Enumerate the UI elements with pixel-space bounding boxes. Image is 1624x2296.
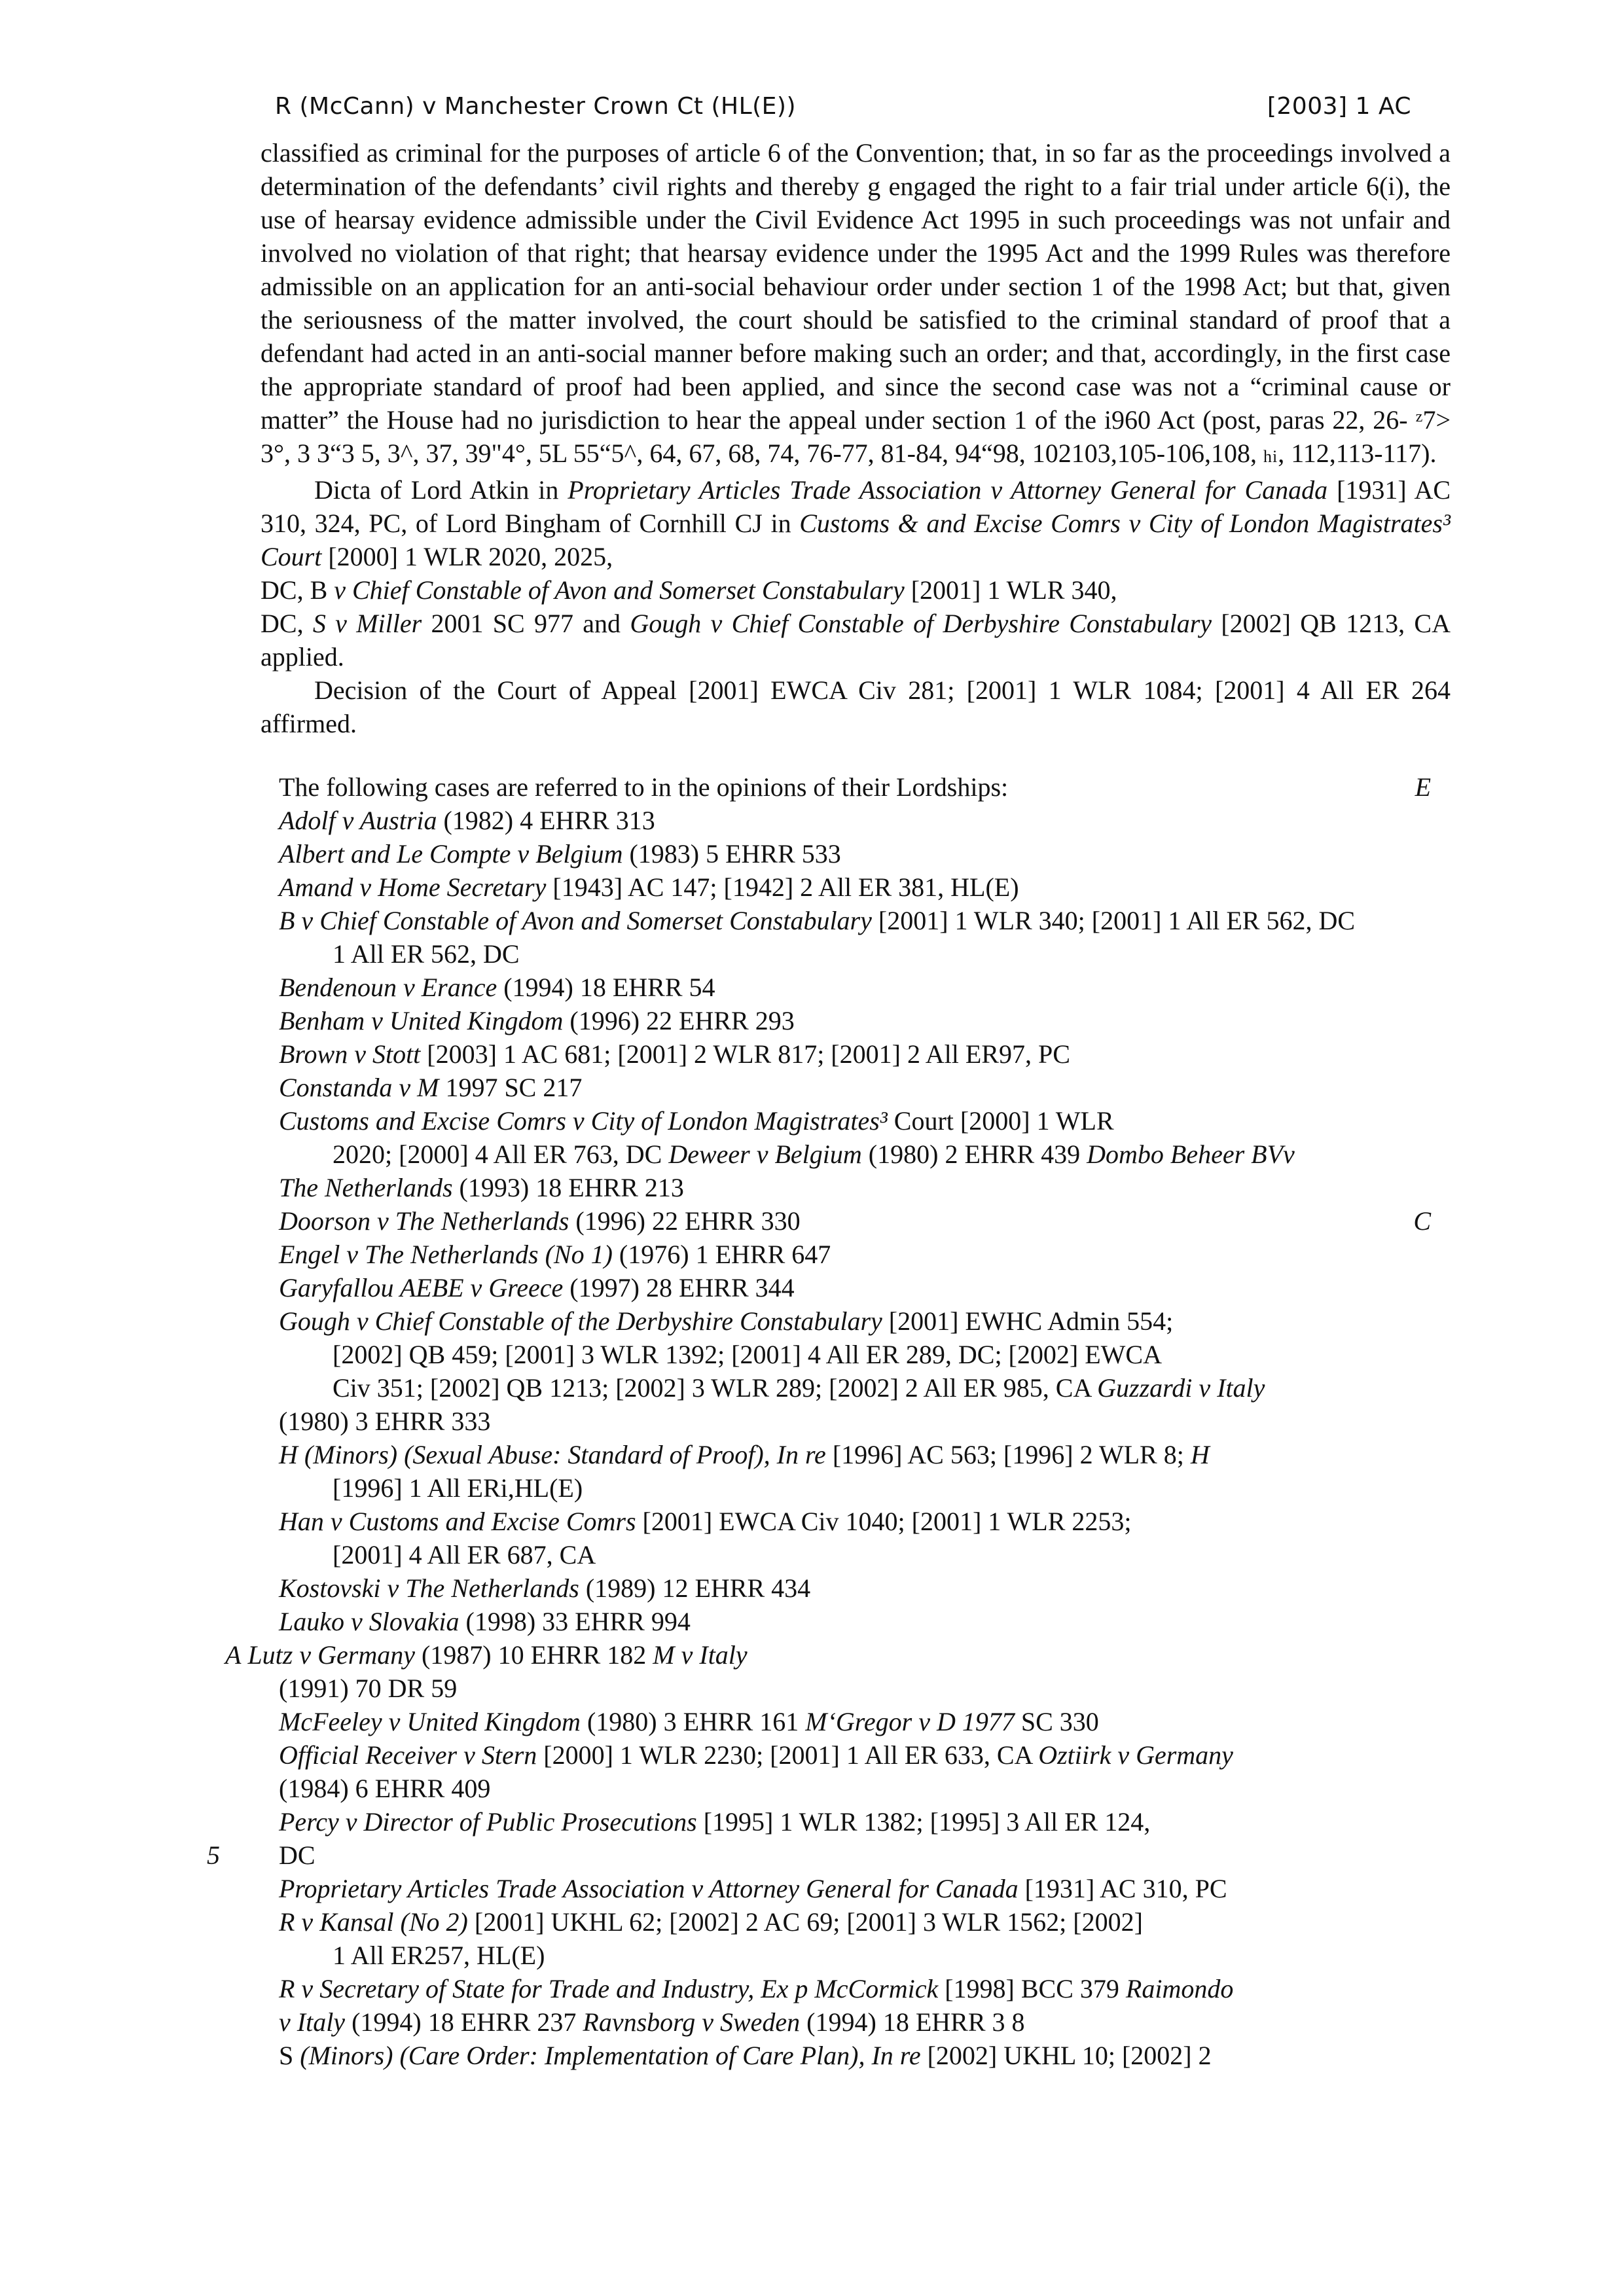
list-item-continuation: [2001] 4 All ER 687, CA — [333, 1540, 596, 1570]
margin-letter-a: A — [225, 1640, 242, 1670]
list-item-continuation: [1996] 1 All ERi,HL(E) — [333, 1473, 583, 1503]
header-case-title: R (McCann) v Manchester Crown Ct (HL(E)) — [275, 93, 797, 120]
cases-list — [207, 804, 1451, 2072]
list-item-continuation: Civ 351; [2002] QB 1213; [2002] 3 WLR 289; [2002] 2 All ER 985, CA Guzzardi v Italy — [333, 1373, 1265, 1403]
list-item: Customs and Excise Comrs v City of London Magistrates³ Court [2000] 1 WLR — [279, 1106, 1114, 1136]
list-item: Percy v Director of Public Prosecutions [1995] 1 WLR 1382; [1995] 3 All ER 124, — [279, 1807, 1151, 1837]
list-item-continuation: (1984) 6 EHRR 409 — [279, 1774, 491, 1803]
list-item: Brown v Stott [2003] 1 AC 681; [2001] 2 WLR 817; [2001] 2 All ER97, PC — [279, 1039, 1070, 1069]
list-item: Doorson v The Netherlands (1996) 22 EHRR 330 C — [279, 1204, 1451, 1238]
decision-paragraph: Decision of the Court of Appeal [2001] EWCA Civ 281; [2001] 1 WLR 1084; [2001] 4 All ER 264 affirmed. — [261, 675, 1451, 738]
list-item-continuation: [2002] QB 459; [2001] 3 WLR 1392; [2001] 4 All ER 289, DC; [2002] EWCA — [333, 1340, 1162, 1369]
list-item: R v Secretary of State for Trade and Industry, Ex p McCormick [1998] BCC 379 Raimondo — [279, 1974, 1234, 2003]
list-item: S (Minors) (Care Order: Implementation of Care Plan), In re [2002] UKHL 10; [2002] 2 — [279, 2041, 1212, 2070]
list-item: B v Chief Constable of Avon and Somerset Constabulary [2001] 1 WLR 340; [2001] 1 All ER 562, DC — [279, 906, 1356, 935]
list-item: H (Minors) (Sexual Abuse: Standard of Proof), In re [1996] AC 563; [1996] 2 WLR 8; H — [279, 1440, 1210, 1469]
list-item: Gough v Chief Constable of the Derbyshire Constabulary [2001] EWHC Admin 554; — [279, 1306, 1174, 1336]
cases-intro: The following cases are referred to in the opinions of their Lordships: E — [261, 770, 1451, 804]
list-item: Kostovski v The Netherlands (1989) 12 EHRR 434 — [279, 1573, 811, 1603]
list-item: Han v Customs and Excise Comrs [2001] EWCA Civ 1040; [2001] 1 WLR 2253; — [279, 1507, 1132, 1536]
list-item: McFeeley v United Kingdom (1980) 3 EHRR 161 M‘Gregor v D 1977 SC 330 — [279, 1707, 1099, 1736]
margin-letter-c: C — [1413, 1206, 1431, 1236]
list-item: Bendenoun v Erance (1994) 18 EHRR 54 — [279, 973, 715, 1002]
list-item: Proprietary Articles Trade Association v Attorney General for Canada [1931] AC 310, PC — [279, 1874, 1227, 1903]
list-item-continuation: 5 DC — [279, 1839, 1451, 1872]
list-item: Adolf v Austria (1982) 4 EHRR 313 — [279, 806, 655, 835]
list-item-continuation: 1 All ER257, HL(E) — [333, 1941, 545, 1970]
list-item: The Netherlands (1993) 18 EHRR 213 — [279, 1173, 684, 1202]
margin-letter-e: E — [1415, 772, 1431, 802]
margin-number-5: 5 — [207, 1840, 220, 1870]
list-item: R v Kansal (No 2) [2001] UKHL 62; [2002] 2 AC 69; [2001] 3 WLR 1562; [2002] — [279, 1907, 1143, 1937]
list-item-continuation: 1 All ER 562, DC — [333, 939, 520, 969]
header-citation: [2003] 1 AC — [1267, 93, 1411, 120]
list-item: Official Receiver v Stern [2000] 1 WLR 2230; [2001] 1 All ER 633, CA Oztiirk v Germany — [279, 1740, 1233, 1770]
dicta-paragraph: Dicta of Lord Atkin in Proprietary Articles Trade Association v Attorney General for Canada [1931] AC 310, 324, PC, of Lord Bingham of Cornhill CJ in Customs & and Excise Comrs v City of London Magistrates³ Court [2000] 1 WLR 2020, 2025, DC, B v Chief Constable of Avon and Somerset Constabulary [2001] 1 WLR 340, DC, S v Miller 2001 SC 977 and Gough v Chief Constable of Derbyshire Constabulary [2002] QB 1213, CA applied. — [261, 475, 1451, 672]
list-item-continuation: (1991) 70 DR 59 — [279, 1674, 458, 1703]
list-item: Garyfallou AEBE v Greece (1997) 28 EHRR 344 — [279, 1273, 795, 1302]
list-item: Lauko v Slovakia (1998) 33 EHRR 994 — [279, 1607, 691, 1636]
list-item: Engel v The Netherlands (No 1) (1976) 1 EHRR 647 — [279, 1240, 831, 1269]
list-item: A Lutz v Germany (1987) 10 EHRR 182 M v Italy — [225, 1640, 748, 1670]
page-body — [207, 136, 1451, 2072]
list-item: v Italy (1994) 18 EHRR 237 Ravnsborg v Sweden (1994) 18 EHRR 3 8 — [279, 2007, 1025, 2037]
running-header — [275, 93, 1411, 126]
list-item: Amand v Home Secretary [1943] AC 147; [1942] 2 All ER 381, HL(E) — [279, 872, 1019, 902]
headnote-summary: classified as criminal for the purposes of article 6 of the Convention; that, in so far as the proceedings involved a determination of the defendants’ civil rights and thereby g engaged the right to a fair trial under article 6(i), the use of hearsay evidence admissible under the Civil Evidence Act 1995 in such proceedings was not unfair and involved no violation of that right; that hearsay evidence under the 1995 Act and the 1999 Rules was therefore admissible on an application for an anti-social behaviour order under section 1 of the 1998 Act; but that, given the seriousness of the matter involved, the court should be satisfied to the criminal standard of proof that a defendant had acted in an anti-social manner before making such an order; and that, accordingly, in the first case the appropriate standard of proof had been applied, and since the second case was not a “criminal cause or matter” the House had no jurisdiction to hear the appeal under section 1 of the i960 Act (post, paras 22, 26- ᶻ7> 3°, 3 3“3 5, 3^, 37, 39"4°, 5L 55“5^, 64, 67, 68, 74, 76-77, 81-84, 94“98, 102103,105-106,108, hi, 112,113-117). — [261, 138, 1451, 468]
list-item: Constanda v M 1997 SC 217 — [279, 1073, 583, 1102]
list-item: Benham v United Kingdom (1996) 22 EHRR 293 — [279, 1006, 795, 1035]
list-item-continuation: (1980) 3 EHRR 333 — [279, 1407, 491, 1436]
list-item: Albert and Le Compte v Belgium (1983) 5 EHRR 533 — [279, 839, 841, 869]
list-item-continuation: 2020; [2000] 4 All ER 763, DC Deweer v Belgium (1980) 2 EHRR 439 Dombo Beheer BVv — [333, 1139, 1295, 1169]
